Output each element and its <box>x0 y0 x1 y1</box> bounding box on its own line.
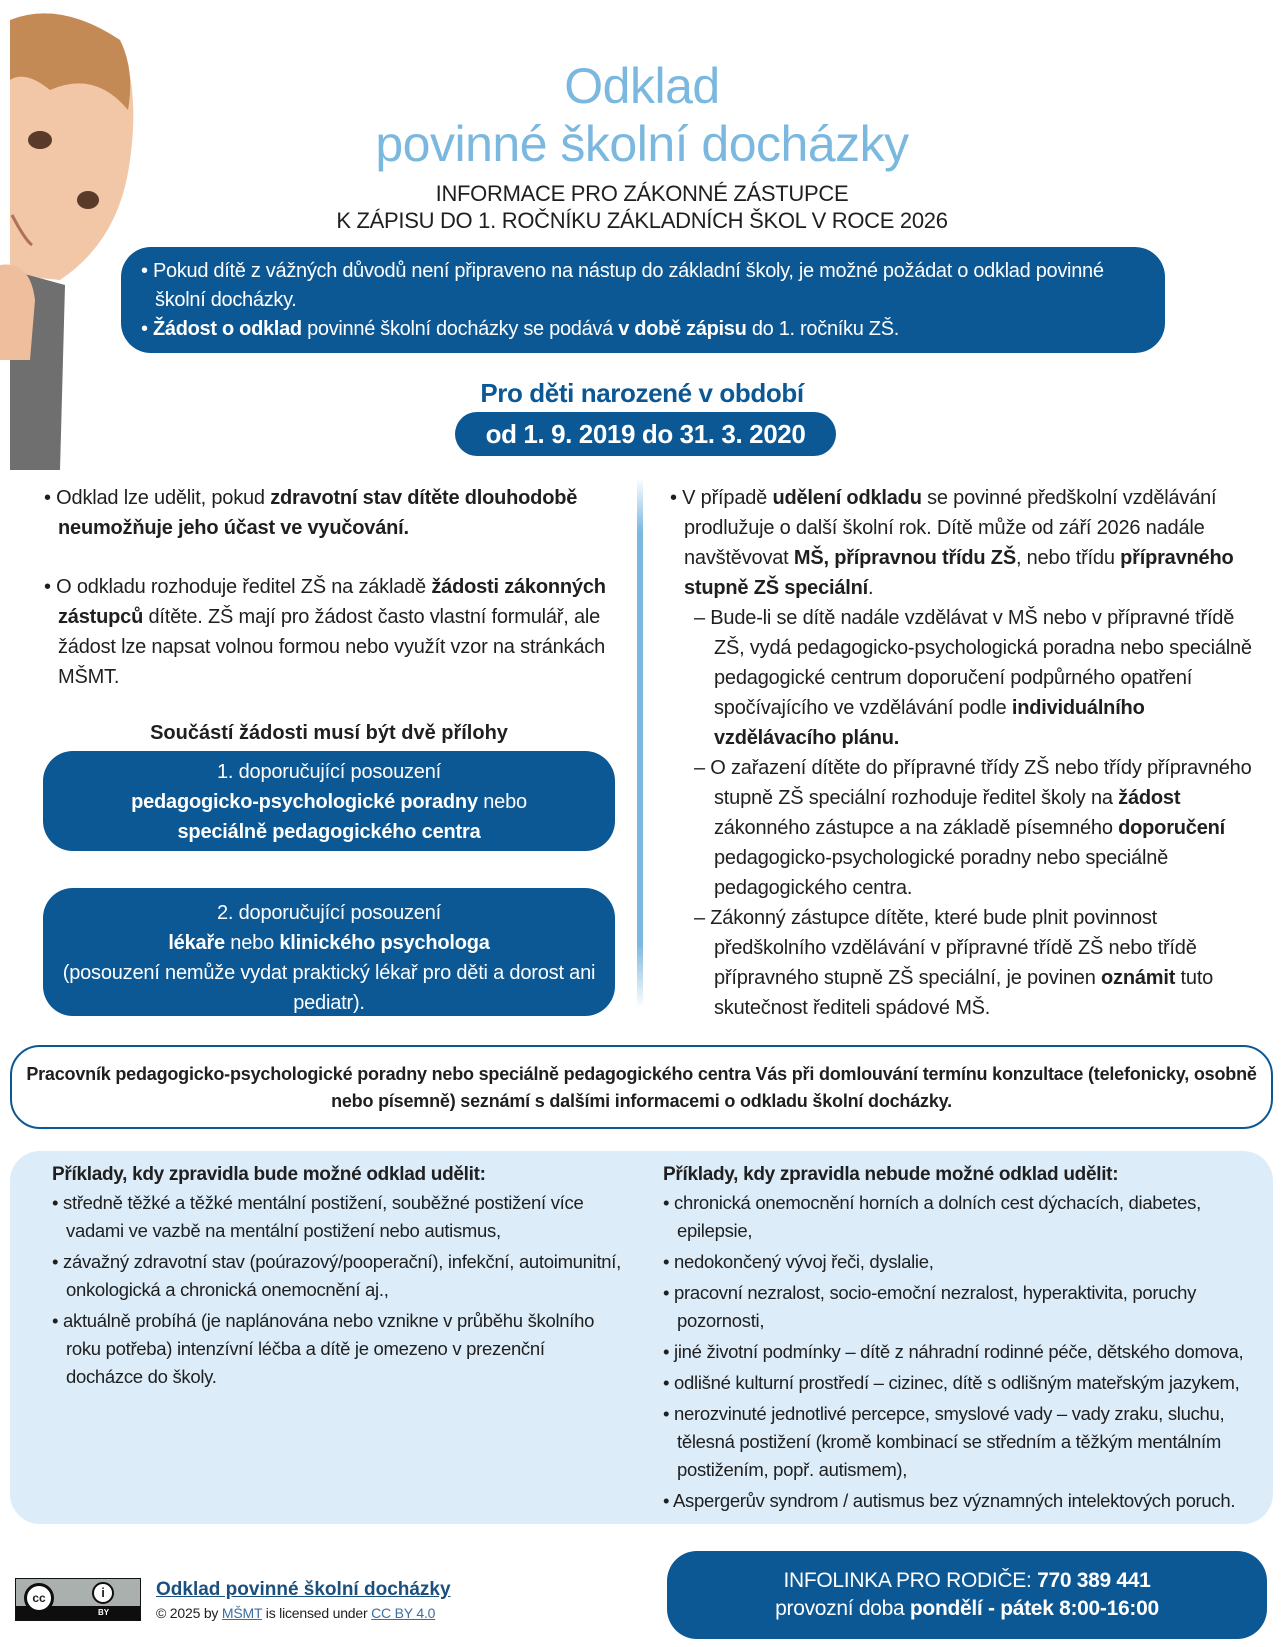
list-item: • středně těžké a těžké mentální postižení, souběžné postižení více vadami ve vazbě na mentální postižení nebo autismus, <box>52 1192 584 1241</box>
title-line-2: povinné školní docházky <box>375 116 909 172</box>
infoline-box: INFOLINKA PRO RODIČE: 770 389 441 provozní doba pondělí - pátek 8:00-16:00 <box>667 1551 1267 1639</box>
subtitle-line-2: K ZÁPISU DO 1. ROČNÍKU ZÁKLADNÍCH ŠKOL V ROCE 2026 <box>336 208 948 233</box>
author-link[interactable]: MŠMT <box>221 1605 263 1621</box>
attachments-heading: Součástí žádosti musí být dvě přílohy <box>150 722 508 744</box>
license-link[interactable]: CC BY 4.0 <box>371 1605 436 1621</box>
title-line-1: Odklad <box>564 58 720 114</box>
list-item: • Aspergerův syndrom / autismus bez významných intelektových poruch. <box>663 1490 1236 1511</box>
attachment-2-box: 2. doporučující posouzení lékaře nebo klinického psychologa (posouzení nemůže vydat praktický lékař pro děti a dorost ani pediatr). <box>43 888 615 1016</box>
infoline-hours: pondělí - pátek 8:00-16:00 <box>909 1597 1159 1620</box>
consultation-note: Pracovník pedagogicko-psychologické poradny nebo speciálně pedagogického centra Vás při domlouvání termínu konzultace (telefonicky, osobně nebo písemně) seznámí s dalšími informacemi o odkladu školní docházky. <box>10 1045 1273 1129</box>
right-paragraph-1: • V případě udělení odkladu se povinné předškolní vzdělávání prodlužuje o další školní rok. Dítě může od září 2026 nadále navštěvovat MŠ, přípravnou třídu ZŠ, nebo třídu přípravného stupně ZŠ speciální. <box>670 487 1234 599</box>
list-item: • nerozvinuté jednotlivé percepce, smyslové vady – vady zraku, sluchu, tělesná postižení (kromě kombinací se středním a těžkým mentálním postižením, popř. autismem), <box>663 1403 1225 1480</box>
cc-icon: cc <box>24 1583 54 1613</box>
period-label: Pro děti narozené v období <box>480 378 804 408</box>
period-range-badge: od 1. 9. 2019 do 31. 3. 2020 <box>455 412 836 456</box>
list-item: • odlišné kulturní prostředí – cizinec, dítě s odlišným mateřským jazykem, <box>663 1372 1240 1393</box>
license-title-link[interactable]: Odklad povinné školní docházky <box>156 1579 451 1600</box>
cc-by-license-badge[interactable] <box>15 1578 141 1621</box>
column-divider <box>637 478 643 1008</box>
right-dash-item-1: – Bude-li se dítě nadále vzdělávat v MŠ nebo v přípravné třídě ZŠ, vydá pedagogicko-psychologická poradna nebo speciálně pedagogické centrum doporučení podpůrného opatření spočívajícího ve vzdělávání podle individuálního vzdělávacího plánu. <box>694 607 1252 749</box>
examples-possible-heading: Příklady, kdy zpravidla bude možné odklad udělit: <box>52 1164 486 1185</box>
list-item: • pracovní nezralost, socio-emoční nezralost, hyperaktivita, poruchy pozornosti, <box>663 1282 1197 1331</box>
list-item: • chronická onemocnění horních a dolních cest dýchacích, diabetes, epilepsie, <box>663 1192 1201 1241</box>
license-line: © 2025 by MŠMT is licensed under CC BY 4.0 <box>156 1605 436 1621</box>
list-item: • aktuálně probíhá (je naplánována nebo vznikne v průběhu školního roku potřeba) intenzívní léčba a dítě je omezeno v prezenční docházce do školy. <box>52 1310 595 1387</box>
intro-item-1: • Pokud dítě z vážných důvodů není připraveno na nástup do základní školy, je možné požádat o odklad povinné školní docházky. <box>141 260 1104 311</box>
attachment-1-box: 1. doporučující posouzení pedagogicko-psychologické poradny nebo speciálně pedagogického centra <box>43 751 615 851</box>
list-item: • nedokončený vývoj řeči, dyslalie, <box>663 1251 934 1272</box>
examples-not-possible <box>663 1161 1263 1518</box>
left-paragraph-1: • Odklad lze udělit, pokud zdravotní stav dítěte dlouhodobě neumožňuje jeho účast ve vyučování. <box>44 487 578 539</box>
examples-not-possible-heading: Příklady, kdy zpravidla nebude možné odklad udělit: <box>663 1164 1119 1185</box>
subtitle-line-1: INFORMACE PRO ZÁKONNÉ ZÁSTUPCE <box>435 181 849 206</box>
by-label: BY <box>98 1608 110 1617</box>
right-column <box>670 483 1255 1023</box>
examples-possible <box>52 1161 622 1394</box>
intro-item-2: • Žádost o odklad povinné školní docházky se podává v době zápisu do 1. ročníku ZŠ. <box>141 318 900 340</box>
list-item: • závažný zdravotní stav (poúrazový/pooperační), infekční, autoimunitní, onkologická a chronická onemocnění aj., <box>52 1251 621 1300</box>
right-dash-item-2: – O zařazení dítěte do přípravné třídy ZŠ nebo třídy přípravného stupně ZŠ speciální rozhoduje ředitel školy na žádost zákonného zástupce a na základě písemného doporučení pedagogicko-psychologické poradny nebo speciálně pedagogického centra. <box>694 757 1252 899</box>
left-paragraph-2: • O odkladu rozhoduje ředitel ZŠ na základě žádosti zákonných zástupců dítěte. ZŠ mají pro žádost často vlastní formulář, ale žádost lze napsat volnou formou nebo využít vzor na stránkách MŠMT. <box>44 576 606 688</box>
list-item: • jiné životní podmínky – dítě z náhradní rodinné péče, dětského domova, <box>663 1341 1244 1362</box>
right-dash-item-3: – Zákonný zástupce dítěte, které bude plnit povinnost předškolního vzdělávání v přípravné třídě ZŠ nebo třídě přípravného stupně ZŠ speciální, je povinen oznámit tuto skutečnost řediteli spádové MŠ. <box>694 907 1214 1019</box>
infoline-phone: 770 389 441 <box>1037 1569 1151 1592</box>
intro-box <box>121 247 1165 353</box>
attribution-person-icon: i <box>92 1582 114 1604</box>
